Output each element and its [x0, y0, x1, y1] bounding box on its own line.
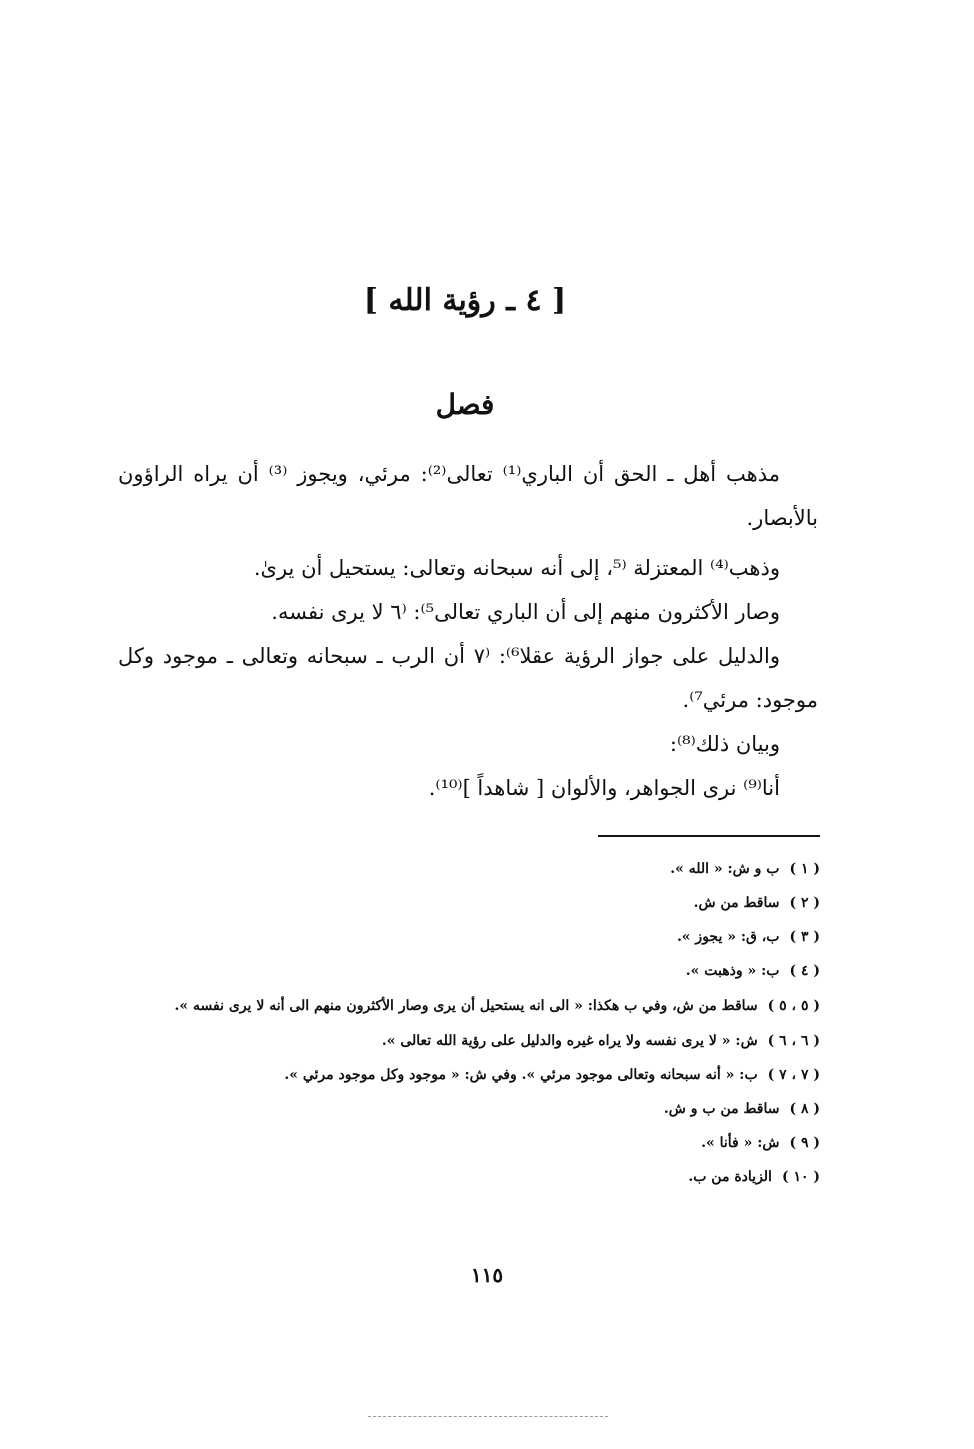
footnote-10	[118, 1160, 820, 1194]
scan-artifact-line	[368, 1416, 608, 1418]
paragraph-4: والدليل على جواز الرؤية عقلا⁶⁾: ⁽٧ أن الرب ـ سبحانه وتعالى ـ موجود وكل موجود: مرئي⁷⁾.	[118, 644, 818, 712]
footnote-number: ( ١ )	[789, 861, 820, 877]
footnote-number: ( ٧ ، ٧ )	[767, 1067, 820, 1083]
footnote-8	[118, 1092, 820, 1126]
main-text	[118, 452, 818, 810]
footnote-text: ساقط من ش.	[693, 895, 780, 911]
footnote-text: ب: « وذهبت ».	[685, 963, 780, 979]
footnote-5	[118, 988, 820, 1024]
footnote-number: ( ٦ ، ٦ )	[767, 1033, 820, 1049]
footnote-number: ( ٩ )	[789, 1135, 820, 1151]
chapter-title: [ ٤ ـ رؤية الله ]	[363, 283, 567, 318]
section-title: فصل	[435, 388, 495, 421]
footnote-text: ش: « فأنا ».	[701, 1135, 780, 1151]
footnote-number: ( ٢ )	[789, 895, 820, 911]
footnote-4	[118, 954, 820, 988]
paragraph-2: وذهب⁽⁴⁾ المعتزلة ⁽⁵، إلى أنه سبحانه وتعالى: يستحيل أن يرىٰ.	[253, 556, 780, 580]
paragraph-1: مذهب أهل ـ الحق أن الباري⁽¹⁾ تعالى⁽²⁾: مرئي، ويجوز ⁽³⁾ أن يراه الراؤون بالأبصار.	[118, 462, 818, 530]
footnote-7	[118, 1058, 820, 1092]
paragraph-6: أنا⁽⁹⁾ نرى الجواهر، والألوان [ شاهداً ]⁽¹⁰⁾.	[428, 776, 780, 800]
footnote-number: ( ٨ )	[789, 1101, 820, 1117]
page-number: ١١٥	[470, 1263, 504, 1287]
footnote-1	[118, 852, 820, 886]
footnote-3	[118, 920, 820, 954]
footnote-separator	[598, 835, 820, 837]
footnote-text: ساقط من ش، وفي ب هكذا: « الى انه يستحيل أن يرى وصار الأكثرون منهم الى أنه لا يرى نفسه ».	[174, 998, 758, 1014]
footnote-text: ساقط من ب و ش.	[663, 1101, 780, 1117]
footnote-2	[118, 886, 820, 920]
paragraph-3: وصار الأكثرون منهم إلى أن الباري تعالى⁵⁾: ⁽٦ لا يرى نفسه.	[271, 600, 780, 624]
footnote-6	[118, 1024, 820, 1058]
footnotes	[118, 852, 820, 1194]
footnote-text: الزيادة من ب.	[688, 1169, 772, 1185]
footnote-text: ش: « لا يرى نفسه ولا يراه غيره والدليل على رؤية الله تعالى ».	[381, 1033, 758, 1049]
footnote-number: ( ٣ )	[789, 929, 820, 945]
footnote-text: ب و ش: « الله ».	[670, 861, 780, 877]
footnote-text: ب: « أنه سبحانه وتعالى موجود مرئي ». وفي ش: « موجود وكل موجود مرئي ».	[284, 1067, 758, 1083]
footnote-number: ( ١٠ )	[781, 1169, 820, 1185]
paragraph-5: وبيان ذلك⁽⁸⁾:	[669, 732, 780, 756]
footnote-number: ( ٤ )	[789, 963, 820, 979]
footnote-9	[118, 1126, 820, 1160]
footnote-number: ( ٥ ، ٥ )	[767, 998, 820, 1014]
footnote-text: ب، ق: « يجوز ».	[676, 929, 780, 945]
